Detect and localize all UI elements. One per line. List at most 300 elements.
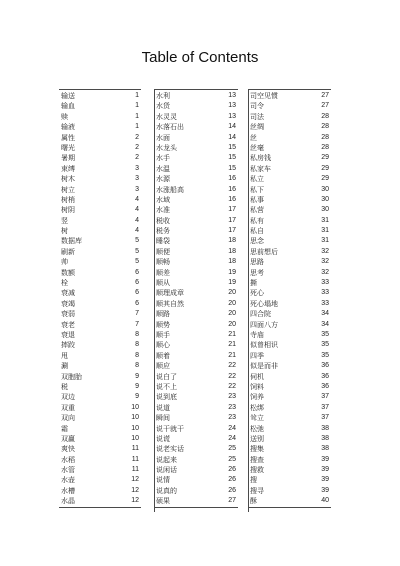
toc-entry[interactable] <box>248 226 331 236</box>
toc-entry-title: 司法 <box>250 112 264 121</box>
toc-entry[interactable] <box>248 288 331 298</box>
toc-entry-title: 思前想后 <box>250 247 278 256</box>
toc-entry-title: 水稻 <box>61 455 75 464</box>
toc-entry[interactable] <box>154 236 238 246</box>
toc-entry-title: 司令 <box>250 102 264 111</box>
toc-entry-title: 说起来 <box>156 455 177 464</box>
toc-entry[interactable] <box>59 486 141 496</box>
toc-entry-page: 18 <box>228 247 236 255</box>
toc-entry-page: 17 <box>228 206 236 214</box>
toc-entry-title: 思考 <box>250 268 264 277</box>
toc-entry[interactable] <box>248 320 331 330</box>
toc-entry-title: 松绑 <box>250 403 264 412</box>
toc-entry-page: 9 <box>135 382 139 390</box>
toc-entry-page: 20 <box>228 289 236 297</box>
toc-entry[interactable] <box>154 434 238 444</box>
toc-entry[interactable] <box>59 101 141 111</box>
toc-entry[interactable] <box>154 382 238 392</box>
toc-entry-title: 死心 <box>250 289 264 298</box>
toc-entry[interactable] <box>154 101 238 111</box>
toc-entry-page: 27 <box>228 497 236 505</box>
toc-entry[interactable] <box>248 205 331 215</box>
toc-entry-page: 7 <box>135 310 139 318</box>
toc-entry[interactable] <box>59 247 141 257</box>
toc-entry-title: 双向 <box>61 414 75 423</box>
toc-entry-title: 说真的 <box>156 486 177 495</box>
toc-entry[interactable] <box>59 309 141 319</box>
toc-entry-title: 顺心 <box>156 341 170 350</box>
toc-entry[interactable] <box>59 351 141 361</box>
toc-entry-page: 25 <box>228 455 236 463</box>
toc-entry[interactable] <box>154 372 238 382</box>
toc-entry-title: 四面八方 <box>250 320 278 329</box>
toc-entry-page: 10 <box>131 434 139 442</box>
toc-entry-title: 顺理成章 <box>156 289 184 298</box>
toc-entry[interactable] <box>154 91 238 101</box>
toc-entry-title: 顺差 <box>156 268 170 277</box>
toc-entry-title: 帅 <box>61 258 68 267</box>
toc-entry-title: 说不上 <box>156 382 177 391</box>
toc-entry[interactable] <box>248 299 331 309</box>
toc-entry-page: 11 <box>131 455 139 463</box>
toc-entry[interactable] <box>248 143 331 153</box>
toc-entry-page: 12 <box>131 476 139 484</box>
toc-entry[interactable] <box>248 382 331 392</box>
toc-entry[interactable] <box>248 185 331 195</box>
toc-entry[interactable] <box>154 185 238 195</box>
toc-entry[interactable] <box>59 122 141 132</box>
toc-entry-title: 树 <box>61 227 68 236</box>
toc-entry-title: 私自 <box>250 227 264 236</box>
toc-entry-page: 3 <box>135 185 139 193</box>
toc-entry[interactable] <box>59 91 141 101</box>
toc-entry[interactable] <box>59 444 141 454</box>
toc-entry[interactable] <box>59 392 141 402</box>
toc-entry-page: 1 <box>135 123 139 131</box>
toc-entry-page: 30 <box>321 206 329 214</box>
toc-entry[interactable] <box>154 278 238 288</box>
toc-entry[interactable] <box>154 268 238 278</box>
toc-entry[interactable] <box>154 475 238 485</box>
toc-entry-page: 32 <box>321 247 329 255</box>
toc-entry[interactable] <box>59 216 141 226</box>
toc-entry[interactable] <box>248 309 331 319</box>
toc-entry-page: 39 <box>321 486 329 494</box>
toc-entry[interactable] <box>154 444 238 454</box>
toc-entry-title: 撕 <box>250 279 257 288</box>
toc-entry-title: 似曾相识 <box>250 341 278 350</box>
toc-entry-page: 30 <box>321 185 329 193</box>
toc-entry[interactable] <box>59 382 141 392</box>
toc-entry[interactable] <box>248 174 331 184</box>
toc-entry-title: 衰老 <box>61 320 75 329</box>
toc-entry-title: 数据库 <box>61 237 82 246</box>
toc-entry-page: 14 <box>228 123 236 131</box>
toc-entry-page: 4 <box>135 216 139 224</box>
toc-entry-title: 丝 <box>250 133 257 142</box>
toc-entry-title: 水面 <box>156 133 170 142</box>
toc-entry-page: 35 <box>321 351 329 359</box>
toc-entry-title: 双胞胎 <box>61 372 82 381</box>
toc-entry[interactable] <box>154 320 238 330</box>
toc-entry-title: 思念 <box>250 237 264 246</box>
toc-entry[interactable] <box>59 133 141 143</box>
toc-entry[interactable] <box>154 112 238 122</box>
toc-entry[interactable] <box>248 361 331 371</box>
toc-entry-title: 水利 <box>156 92 170 100</box>
toc-entry-title: 说谎 <box>156 434 170 443</box>
toc-entry-title: 摔跤 <box>61 341 75 350</box>
toc-entry[interactable] <box>154 143 238 153</box>
toc-entry[interactable] <box>248 91 331 101</box>
toc-entry[interactable] <box>248 195 331 205</box>
toc-entry-title: 衰减 <box>61 289 75 298</box>
toc-entry-title: 水温 <box>156 164 170 173</box>
toc-entry[interactable] <box>59 475 141 485</box>
toc-entry-page: 7 <box>135 320 139 328</box>
toc-entry[interactable] <box>154 122 238 132</box>
toc-entry-page: 33 <box>321 299 329 307</box>
toc-entry[interactable] <box>59 288 141 298</box>
toc-entry-page: 22 <box>228 362 236 370</box>
toc-entry[interactable] <box>248 257 331 267</box>
toc-entry[interactable] <box>59 143 141 153</box>
toc-entry[interactable] <box>248 434 331 444</box>
toc-entry-title: 硕果 <box>156 497 170 506</box>
toc-entry[interactable] <box>154 465 238 475</box>
toc-entry-title: 搜寻 <box>250 486 264 495</box>
toc-entry-page: 33 <box>321 289 329 297</box>
toc-entry-page: 4 <box>135 195 139 203</box>
toc-entry-title: 曙光 <box>61 143 75 152</box>
page-title: Table of Contents <box>141 49 259 66</box>
toc-entry-page: 4 <box>135 227 139 235</box>
toc-entry[interactable] <box>59 185 141 195</box>
toc-entry[interactable] <box>248 153 331 163</box>
toc-entry-page: 28 <box>321 143 329 151</box>
toc-entry-page: 6 <box>135 299 139 307</box>
toc-entry-page: 21 <box>228 351 236 359</box>
toc-entry-page: 20 <box>228 299 236 307</box>
toc-entry-title: 私下 <box>250 185 264 194</box>
toc-entry[interactable] <box>59 174 141 184</box>
toc-entry-page: 22 <box>228 372 236 380</box>
toc-entry-title: 说道 <box>156 403 170 412</box>
toc-entry[interactable] <box>59 320 141 330</box>
toc-entry-page: 23 <box>228 393 236 401</box>
toc-entry-title: 思路 <box>250 258 264 267</box>
toc-entry[interactable] <box>154 455 238 465</box>
toc-entry-title: 说老实话 <box>156 445 184 454</box>
toc-entry-page: 6 <box>135 279 139 287</box>
toc-entry[interactable] <box>248 216 331 226</box>
toc-entry[interactable] <box>154 164 238 174</box>
toc-entry-title: 私营 <box>250 206 264 215</box>
toc-entry-page: 31 <box>321 237 329 245</box>
toc-entry[interactable] <box>154 392 238 402</box>
toc-entry-title: 暑期 <box>61 154 75 163</box>
toc-entry-page: 1 <box>135 112 139 120</box>
toc-entry[interactable] <box>154 361 238 371</box>
toc-entry-page: 24 <box>228 434 236 442</box>
toc-entry[interactable] <box>154 351 238 361</box>
toc-entry-title: 松弛 <box>250 424 264 433</box>
toc-entry-page: 5 <box>135 258 139 266</box>
toc-entry-title: 涮 <box>61 362 68 371</box>
toc-entry-page: 18 <box>228 258 236 266</box>
toc-entry[interactable] <box>248 236 331 246</box>
toc-entry[interactable] <box>154 330 238 340</box>
toc-entry-title: 饲料 <box>250 382 264 391</box>
toc-entry[interactable] <box>154 340 238 350</box>
toc-entry-title: 属性 <box>61 133 75 142</box>
toc-entry[interactable] <box>154 413 238 423</box>
toc-entry-title: 树立 <box>61 185 75 194</box>
toc-entry-title: 水灵灵 <box>156 112 177 121</box>
toc-entry-page: 10 <box>131 424 139 432</box>
toc-entry[interactable] <box>248 392 331 402</box>
toc-entry-page: 4 <box>135 206 139 214</box>
toc-entry[interactable] <box>248 372 331 382</box>
toc-entry-page: 10 <box>131 414 139 422</box>
toc-entry[interactable] <box>154 205 238 215</box>
toc-entry-title: 饲养 <box>250 393 264 402</box>
toc-entry-page: 38 <box>321 445 329 453</box>
toc-entry-title: 束缚 <box>61 164 75 173</box>
toc-entry-page: 8 <box>135 362 139 370</box>
toc-entry[interactable] <box>154 486 238 496</box>
toc-entry[interactable] <box>59 455 141 465</box>
toc-entry-title: 伺机 <box>250 372 264 381</box>
toc-entry[interactable] <box>59 330 141 340</box>
toc-entry-page: 2 <box>135 143 139 151</box>
toc-entry[interactable] <box>248 424 331 434</box>
toc-entry-title: 树木 <box>61 175 75 184</box>
toc-entry[interactable] <box>154 174 238 184</box>
toc-entry-title: 顺便 <box>156 247 170 256</box>
toc-entry-page: 23 <box>228 414 236 422</box>
toc-entry[interactable] <box>154 496 238 506</box>
toc-entry-title: 似是而非 <box>250 362 278 371</box>
toc-entry[interactable] <box>59 257 141 267</box>
toc-entry-title: 送别 <box>250 434 264 443</box>
toc-entry-title: 说情 <box>156 476 170 485</box>
toc-entry-page: 2 <box>135 133 139 141</box>
toc-entry[interactable] <box>59 226 141 236</box>
toc-entry-title: 水货 <box>156 102 170 111</box>
toc-entry-page: 3 <box>135 164 139 172</box>
toc-entry-page: 39 <box>321 466 329 474</box>
toc-entry-page: 24 <box>228 424 236 432</box>
toc-entry-page: 11 <box>131 445 139 453</box>
toc-entry-page: 33 <box>321 279 329 287</box>
toc-entry-title: 顺路 <box>156 310 170 319</box>
toc-entry[interactable] <box>248 465 331 475</box>
toc-entry-title: 私房钱 <box>250 154 271 163</box>
toc-entry[interactable] <box>59 496 141 506</box>
toc-entry-title: 税务 <box>156 227 170 236</box>
toc-entry[interactable] <box>248 403 331 413</box>
toc-entry-page: 1 <box>135 102 139 110</box>
toc-entry-page: 3 <box>135 175 139 183</box>
toc-entry-title: 顺畅 <box>156 258 170 267</box>
toc-column-2 <box>154 89 238 508</box>
toc-entry[interactable] <box>59 164 141 174</box>
toc-entry-page: 39 <box>321 455 329 463</box>
toc-entry-title: 双重 <box>61 403 75 412</box>
toc-entry-title: 输送 <box>61 92 75 100</box>
toc-entry[interactable] <box>59 434 141 444</box>
toc-entry-title: 搜集 <box>250 445 264 454</box>
toc-entry[interactable] <box>59 424 141 434</box>
toc-entry-page: 15 <box>228 143 236 151</box>
toc-entry-title: 爽快 <box>61 445 75 454</box>
toc-entry-title: 刷新 <box>61 247 75 256</box>
toc-entry-title: 司空见惯 <box>250 92 278 100</box>
toc-entry-page: 6 <box>135 268 139 276</box>
toc-entry-page: 8 <box>135 330 139 338</box>
toc-entry-page: 5 <box>135 237 139 245</box>
toc-entry-page: 28 <box>321 133 329 141</box>
toc-entry[interactable] <box>248 330 331 340</box>
toc-entry[interactable] <box>59 465 141 475</box>
toc-entry-page: 19 <box>228 279 236 287</box>
toc-entry[interactable] <box>248 247 331 257</box>
toc-entry[interactable] <box>59 403 141 413</box>
toc-entry-title: 寺庙 <box>250 330 264 339</box>
toc-entry[interactable] <box>59 112 141 122</box>
toc-entry-page: 37 <box>321 403 329 411</box>
toc-entry[interactable] <box>248 133 331 143</box>
toc-entry[interactable] <box>248 122 331 132</box>
toc-entry[interactable] <box>248 101 331 111</box>
toc-entry[interactable] <box>248 496 331 506</box>
toc-entry-title: 搜救 <box>250 466 264 475</box>
toc-entry-page: 34 <box>321 310 329 318</box>
toc-entry-title: 瞬间 <box>156 414 170 423</box>
toc-entry[interactable] <box>154 226 238 236</box>
toc-entry[interactable] <box>248 486 331 496</box>
toc-entry[interactable] <box>248 475 331 485</box>
toc-entry-page: 38 <box>321 424 329 432</box>
toc-entry-title: 说白了 <box>156 372 177 381</box>
toc-entry[interactable] <box>248 112 331 122</box>
toc-entry-title: 顺其自然 <box>156 299 184 308</box>
toc-entry-title: 衰退 <box>61 330 75 339</box>
toc-entry-title: 双边 <box>61 393 75 402</box>
toc-entry-title: 说干就干 <box>156 424 184 433</box>
toc-entry-page: 26 <box>228 476 236 484</box>
toc-entry-page: 18 <box>228 237 236 245</box>
toc-entry-page: 17 <box>228 216 236 224</box>
toc-entry-title: 衰弱 <box>61 310 75 319</box>
toc-entry-page: 6 <box>135 289 139 297</box>
toc-entry-page: 37 <box>321 393 329 401</box>
toc-entry-page: 15 <box>228 154 236 162</box>
toc-entry[interactable] <box>59 340 141 350</box>
toc-entry-page: 11 <box>131 466 139 474</box>
toc-entry-title: 水晶 <box>61 497 75 506</box>
toc-entry-page: 8 <box>135 351 139 359</box>
toc-entry-title: 水准 <box>156 206 170 215</box>
toc-entry[interactable] <box>59 299 141 309</box>
toc-entry-page: 35 <box>321 341 329 349</box>
toc-entry-title: 甩 <box>61 351 68 360</box>
toc-column-1 <box>59 89 141 508</box>
toc-entry-title: 税收 <box>156 216 170 225</box>
toc-entry-page: 32 <box>321 268 329 276</box>
toc-entry[interactable] <box>154 257 238 267</box>
toc-entry-title: 顺势 <box>156 320 170 329</box>
toc-entry-page: 15 <box>228 164 236 172</box>
toc-entry[interactable] <box>154 216 238 226</box>
toc-entry-title: 私家车 <box>250 164 271 173</box>
toc-entry[interactable] <box>59 268 141 278</box>
toc-entry-page: 28 <box>321 123 329 131</box>
toc-entry-page: 13 <box>228 112 236 120</box>
toc-entry[interactable] <box>154 247 238 257</box>
toc-entry-page: 25 <box>228 445 236 453</box>
toc-entry-page: 26 <box>228 466 236 474</box>
toc-entry[interactable] <box>154 288 238 298</box>
toc-entry[interactable] <box>154 133 238 143</box>
toc-entry[interactable] <box>59 361 141 371</box>
toc-entry[interactable] <box>248 278 331 288</box>
toc-entry[interactable] <box>154 153 238 163</box>
toc-entry-page: 16 <box>228 185 236 193</box>
toc-entry-title: 水壶 <box>61 476 75 485</box>
column-divider <box>248 89 249 512</box>
toc-entry[interactable] <box>248 268 331 278</box>
toc-entry[interactable] <box>248 351 331 361</box>
toc-entry-title: 树梢 <box>61 195 75 204</box>
toc-entry[interactable] <box>248 340 331 350</box>
toc-entry[interactable] <box>248 413 331 423</box>
toc-entry[interactable] <box>59 153 141 163</box>
toc-column-3 <box>248 89 331 508</box>
toc-entry[interactable] <box>154 299 238 309</box>
toc-entry[interactable] <box>154 424 238 434</box>
toc-entry[interactable] <box>248 164 331 174</box>
toc-entry-page: 38 <box>321 434 329 442</box>
toc-entry-title: 水源 <box>156 175 170 184</box>
toc-entry[interactable] <box>154 195 238 205</box>
toc-entry-title: 赎 <box>61 112 68 121</box>
toc-entry[interactable] <box>59 372 141 382</box>
toc-entry-title: 树阴 <box>61 206 75 215</box>
toc-entry[interactable] <box>59 205 141 215</box>
toc-entry-title: 水管 <box>61 466 75 475</box>
toc-entry-title: 酥 <box>250 497 257 506</box>
toc-entry-title: 死心塌地 <box>250 299 278 308</box>
toc-entry-title: 竖 <box>61 216 68 225</box>
toc-entry[interactable] <box>59 236 141 246</box>
toc-entry-page: 13 <box>228 92 236 99</box>
toc-entry-page: 35 <box>321 330 329 338</box>
toc-entry[interactable] <box>248 444 331 454</box>
toc-entry[interactable] <box>59 278 141 288</box>
toc-entry[interactable] <box>154 403 238 413</box>
toc-entry-title: 搜查 <box>250 455 264 464</box>
toc-entry-page: 2 <box>135 154 139 162</box>
toc-entry-page: 12 <box>131 486 139 494</box>
toc-entry[interactable] <box>248 455 331 465</box>
toc-entry-title: 顺着 <box>156 351 170 360</box>
toc-entry[interactable] <box>59 195 141 205</box>
toc-entry-page: 21 <box>228 341 236 349</box>
toc-entry[interactable] <box>154 309 238 319</box>
toc-entry[interactable] <box>59 413 141 423</box>
